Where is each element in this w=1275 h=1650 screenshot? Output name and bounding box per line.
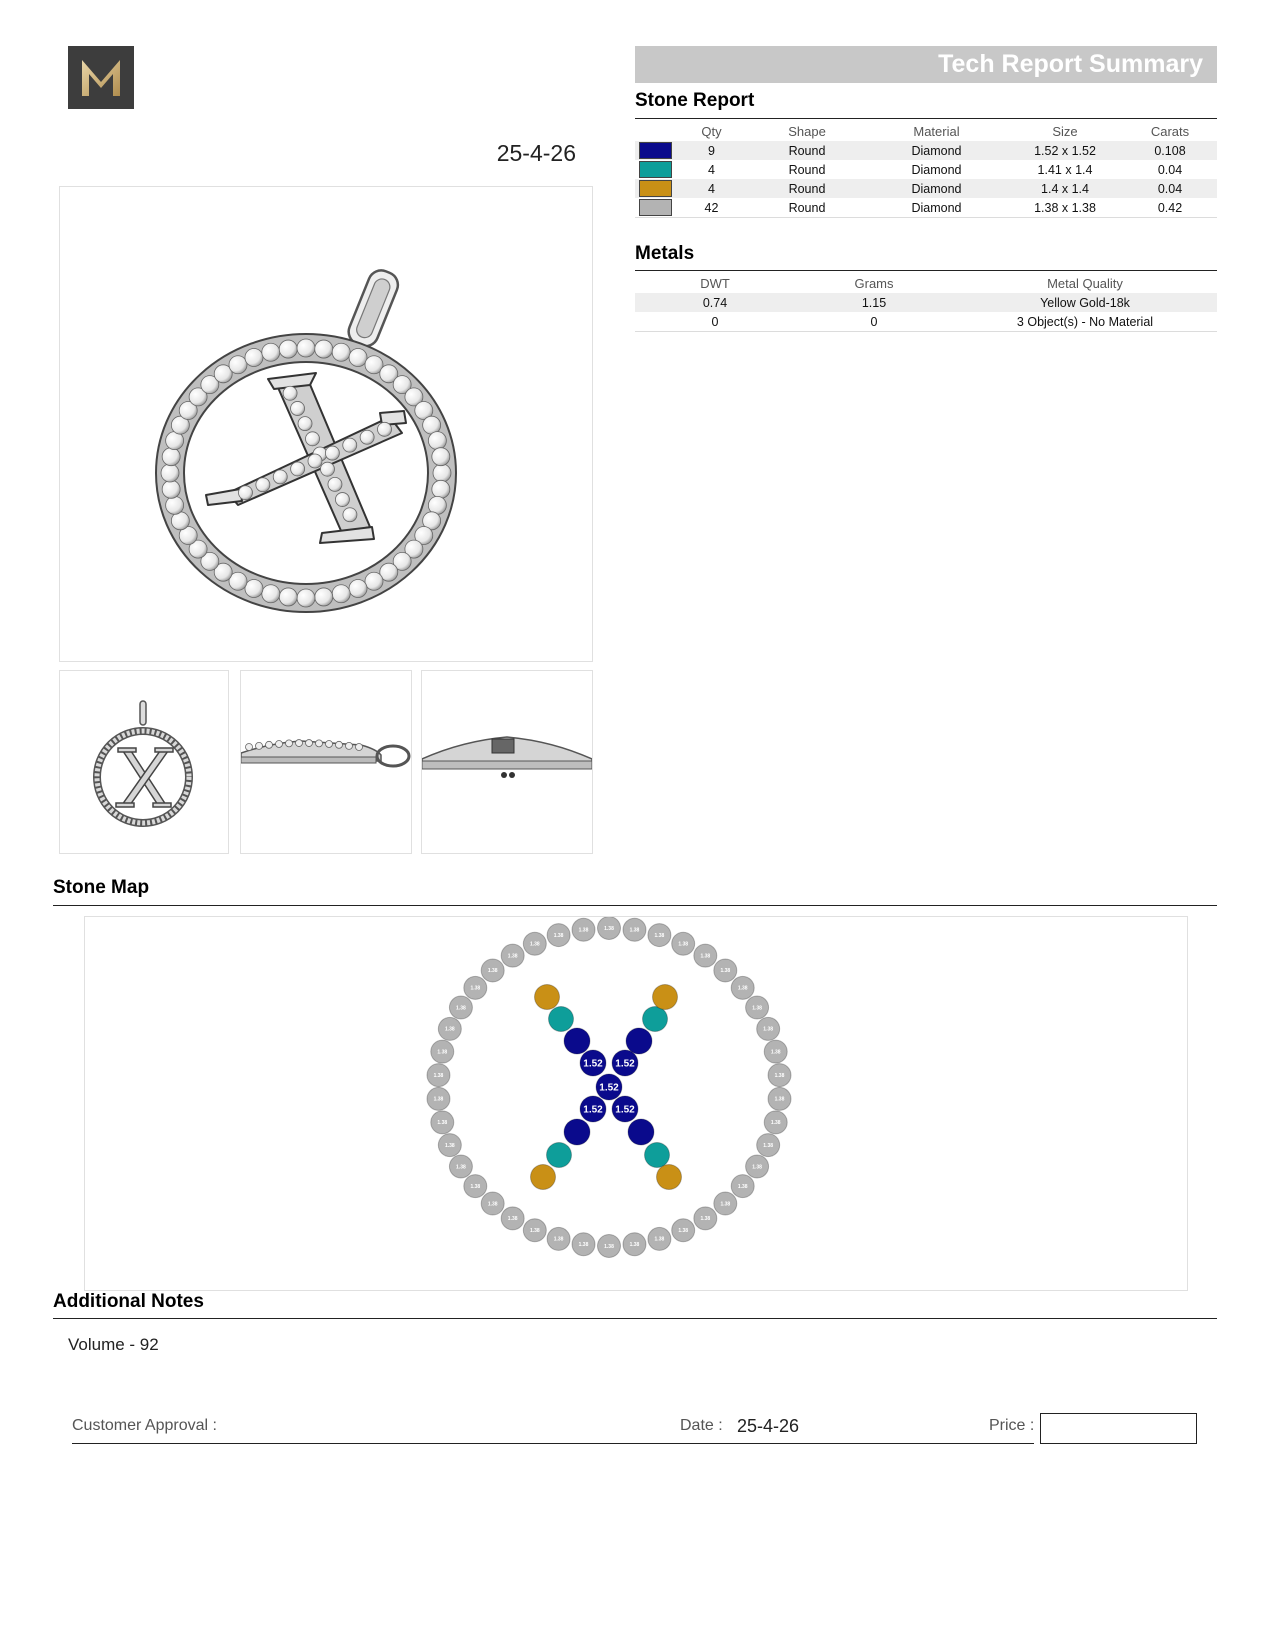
notes-text: Volume - 92 — [68, 1335, 159, 1354]
cell-dwt: 0 — [635, 312, 795, 332]
stone-label: 1.38 — [678, 941, 689, 948]
render-stone — [378, 422, 392, 436]
render-stone — [336, 741, 343, 748]
cell-material: Diamond — [911, 162, 962, 177]
stone-map-ring-stone — [731, 976, 754, 999]
stone-map-ring-stone — [714, 959, 737, 982]
stone-map-mid-stone — [547, 1143, 572, 1168]
table-row — [635, 179, 1217, 198]
render-stone — [432, 480, 450, 498]
stone-map-ring-stone — [757, 1134, 780, 1157]
stone-map-rule — [53, 905, 1217, 906]
cell-carats: 0.42 — [1123, 198, 1217, 218]
stone-map-ring-stone — [464, 1175, 487, 1198]
render-stone — [326, 740, 333, 747]
stone-map-tip-stone — [653, 985, 678, 1010]
stone-map-ring-stone — [768, 1087, 791, 1110]
table-row — [635, 293, 1217, 312]
stone-map-ring-stone — [623, 918, 646, 941]
render-stone — [320, 462, 334, 476]
document-id: 25-4-26 — [496, 140, 576, 166]
render-stone — [328, 477, 342, 491]
render-stone — [365, 572, 383, 590]
render-stone — [286, 740, 293, 747]
cell-shape: Round — [748, 179, 866, 198]
cell-dwt: 0.74 — [635, 293, 795, 312]
stone-map-ring-stone — [764, 1040, 787, 1063]
cell-size: 1.52 x 1.52 — [1007, 141, 1123, 160]
render-stone — [291, 401, 305, 415]
stone-label: 1.38 — [578, 927, 589, 934]
stone-map-ring-stone — [523, 1219, 546, 1242]
render-stone — [162, 480, 180, 498]
color-swatch — [639, 180, 672, 197]
cell-material: Diamond — [866, 179, 1007, 198]
stone-label: 1.38 — [654, 1236, 665, 1243]
render-stone — [332, 343, 350, 361]
report-title: Tech Report Summary — [938, 50, 1203, 78]
render-stone — [315, 340, 333, 358]
stone-label: 1.38 — [752, 1005, 762, 1012]
stone-map-ring-stone — [431, 1111, 454, 1134]
stone-map-ring-stone — [764, 1111, 787, 1134]
stone-map-ring-stone — [598, 1235, 621, 1258]
stone-label: 1.38 — [487, 1201, 498, 1208]
approval-rule — [72, 1443, 1034, 1444]
stone-map-view — [84, 916, 1188, 1291]
column-size: Size — [1052, 123, 1078, 139]
stone-map-ring-stone — [672, 1219, 695, 1242]
stone-map-center-stone — [580, 1096, 606, 1122]
render-stone — [283, 386, 297, 400]
stone-label: 1.38 — [437, 1120, 448, 1127]
stone-label: 1.38 — [678, 1228, 689, 1235]
render-stone — [161, 464, 179, 482]
stone-label: 1.38 — [700, 1216, 711, 1223]
stone-map-mid-stone — [645, 1143, 670, 1168]
stone-map-ring-stone — [427, 1064, 450, 1087]
render-stone — [245, 349, 263, 367]
cell-material: Diamond — [866, 198, 1007, 218]
render-stone — [428, 432, 446, 450]
stone-label: 1.38 — [456, 1164, 466, 1171]
stone-label: 1.38 — [774, 1072, 785, 1079]
stone-map-diagram — [85, 917, 1187, 1290]
stone-map-ring-stone — [648, 1227, 671, 1250]
render-stone — [297, 589, 315, 607]
cell-shape: Round — [748, 141, 866, 160]
stone-map-ring-stone — [746, 996, 769, 1019]
stone-label: 1.38 — [720, 968, 731, 975]
cell-carats: 0.04 — [1157, 162, 1183, 177]
stone-map-center-stone — [564, 1119, 590, 1145]
stone-map-center-stone — [626, 1028, 652, 1054]
render-stone — [349, 579, 367, 597]
stone-label: 1.38 — [578, 1241, 589, 1248]
stone-map-tip-stone — [531, 1165, 556, 1190]
stone-map-ring-stone — [757, 1017, 780, 1040]
column-metal-quality: Metal Quality — [1047, 275, 1123, 291]
color-swatch — [639, 142, 672, 159]
stone-label: 1.38 — [604, 925, 614, 932]
stone-map-ring-stone — [427, 1087, 450, 1110]
cell-grams: 0 — [795, 312, 953, 332]
customer-approval-label: Customer Approval : — [72, 1417, 217, 1434]
stone-label: 1.38 — [487, 968, 498, 975]
stone-report-table — [635, 121, 1217, 218]
stone-label: 1.38 — [470, 1183, 481, 1190]
stone-map-ring-stone — [572, 1233, 595, 1256]
side-view-thumbnail[interactable] — [240, 670, 412, 854]
stone-label: 1.38 — [774, 1096, 785, 1103]
render-stone — [246, 744, 253, 751]
stone-map-center-stone — [596, 1074, 622, 1100]
column-qty: Qty — [701, 123, 722, 139]
stone-map-ring-stone — [731, 1175, 754, 1198]
stone-label: 1.38 — [433, 1096, 444, 1103]
cell-qty: 42 — [675, 198, 748, 218]
stone-map-ring-stone — [547, 1227, 570, 1250]
stone-map-ring-stone — [481, 959, 504, 982]
main-render-view — [59, 186, 593, 662]
stone-label: 1.38 — [737, 1183, 748, 1190]
stone-report-rule — [635, 118, 1217, 119]
stone-map-ring-stone — [694, 944, 717, 967]
stone-map-title: Stone Map — [53, 877, 150, 898]
stone-label: 1.38 — [737, 985, 748, 992]
cell-size: 1.38 x 1.38 — [1007, 198, 1123, 218]
render-stone — [433, 464, 451, 482]
stone-map-ring-stone — [449, 996, 472, 1019]
stone-map-mid-stone — [549, 1007, 574, 1032]
stone-label: 1.52 — [615, 1058, 635, 1070]
stone-label: 1.38 — [529, 1228, 540, 1235]
render-stone — [279, 588, 297, 606]
cell-carats: 0.04 — [1123, 179, 1217, 198]
stone-label: 1.38 — [770, 1120, 781, 1127]
render-stone — [162, 448, 180, 466]
render-stone — [432, 448, 450, 466]
stone-map-ring-stone — [438, 1134, 461, 1157]
stone-label: 1.52 — [599, 1082, 619, 1094]
render-stone — [349, 349, 367, 367]
stone-map-tip-stone — [535, 985, 560, 1010]
cell-metal-quality: Yellow Gold-18k — [953, 293, 1217, 312]
render-stone — [360, 430, 374, 444]
pendant-render-image — [60, 187, 592, 661]
column-grams: Grams — [854, 275, 894, 291]
stone-label: 1.38 — [507, 953, 518, 960]
cell-grams: 1.15 — [795, 293, 953, 312]
additional-notes-rule — [53, 1318, 1217, 1319]
price-label: Price : — [989, 1417, 1035, 1434]
cell-carats: 0.108 — [1123, 141, 1217, 160]
stone-label: 1.38 — [433, 1072, 444, 1079]
column-shape: Shape — [788, 123, 826, 139]
company-logo — [68, 46, 134, 109]
render-stone — [306, 432, 320, 446]
render-stone — [316, 740, 323, 747]
front-view-thumbnail[interactable] — [59, 670, 229, 854]
cell-shape: Round — [748, 198, 866, 218]
stone-map-ring-stone — [501, 1207, 524, 1230]
stone-label: 1.38 — [752, 1164, 762, 1171]
render-stone — [291, 462, 305, 476]
stone-label: 1.38 — [553, 932, 564, 939]
stone-label: 1.38 — [444, 1026, 455, 1033]
metals-table — [635, 273, 1217, 332]
cell-qty: 9 — [675, 141, 748, 160]
price-field[interactable] — [1040, 1413, 1197, 1444]
top-view-thumbnail[interactable] — [421, 670, 593, 854]
cell-qty: 4 — [675, 179, 748, 198]
stone-map-ring-stone — [523, 932, 546, 955]
render-stone — [256, 742, 263, 749]
stone-label: 1.38 — [700, 953, 711, 960]
render-stone — [332, 585, 350, 603]
stone-map-ring-stone — [672, 932, 695, 955]
stone-label: 1.38 — [604, 1243, 614, 1250]
render-stone — [238, 486, 252, 500]
stone-map-ring-stone — [746, 1155, 769, 1178]
column-dwt: DWT — [700, 275, 730, 291]
stone-map-center-stone — [580, 1050, 606, 1076]
render-stone — [273, 470, 287, 484]
render-stone — [276, 740, 283, 747]
render-stone — [229, 356, 247, 374]
stone-map-ring-stone — [598, 917, 621, 940]
stone-map-ring-stone — [431, 1040, 454, 1063]
cell-material: Diamond — [866, 141, 1007, 160]
table-row — [635, 198, 1217, 218]
stone-label: 1.52 — [583, 1104, 603, 1116]
cell-metal-quality: 3 Object(s) - No Material — [953, 312, 1217, 332]
stone-map-ring-stone — [648, 924, 671, 947]
stone-label: 1.38 — [529, 941, 540, 948]
render-stone — [297, 339, 315, 357]
stone-map-ring-stone — [768, 1064, 791, 1087]
stone-map-ring-stone — [623, 1233, 646, 1256]
render-stone — [325, 446, 339, 460]
stone-label: 1.38 — [763, 1026, 774, 1033]
metals-rule — [635, 270, 1217, 271]
stone-map-center-stone — [628, 1119, 654, 1145]
date-label: Date : — [680, 1417, 723, 1434]
table-row — [635, 160, 1217, 179]
stone-map-ring-stone — [572, 918, 595, 941]
stone-label: 1.38 — [720, 1201, 731, 1208]
cell-size: 1.4 x 1.4 — [1007, 179, 1123, 198]
render-stone — [262, 343, 280, 361]
stone-map-ring-stone — [464, 976, 487, 999]
stone-map-ring-stone — [481, 1192, 504, 1215]
cell-shape: Round — [788, 162, 826, 177]
stone-map-ring-stone — [501, 944, 524, 967]
table-row — [635, 312, 1217, 332]
stone-map-center-stone — [564, 1028, 590, 1054]
table-row — [635, 141, 1217, 160]
color-swatch — [639, 199, 672, 216]
stone-map-ring-stone — [438, 1017, 461, 1040]
stone-label: 1.38 — [770, 1049, 781, 1056]
stone-map-mid-stone — [643, 1007, 668, 1032]
cell-size: 1.41 x 1.4 — [1037, 162, 1093, 177]
render-stone — [166, 496, 184, 514]
render-stone — [343, 508, 357, 522]
metals-title: Metals — [635, 243, 695, 264]
render-stone — [262, 585, 280, 603]
render-stone — [266, 741, 273, 748]
stone-label: 1.38 — [654, 932, 665, 939]
render-stone — [296, 740, 303, 747]
render-stone — [256, 478, 270, 492]
stone-map-center-stone — [612, 1096, 638, 1122]
render-stone — [335, 493, 349, 507]
render-stone — [308, 454, 322, 468]
render-stone — [315, 588, 333, 606]
render-stone — [346, 742, 353, 749]
report-banner — [635, 46, 1217, 83]
stone-label: 1.52 — [615, 1104, 635, 1116]
stone-label: 1.38 — [456, 1005, 466, 1012]
color-swatch — [639, 161, 672, 178]
stone-map-center-stone — [612, 1050, 638, 1076]
render-stone — [343, 438, 357, 452]
stone-label: 1.38 — [629, 927, 640, 934]
stone-label: 1.38 — [470, 985, 481, 992]
additional-notes-title: Additional Notes — [53, 1291, 204, 1312]
date-value: 25-4-26 — [737, 1416, 800, 1436]
stone-map-ring-stone — [547, 924, 570, 947]
stone-report-title: Stone Report — [635, 90, 755, 111]
render-stone — [279, 340, 297, 358]
column-material: Material — [913, 123, 960, 139]
render-stone — [298, 417, 312, 431]
stone-label: 1.38 — [507, 1216, 518, 1223]
stone-label: 1.38 — [763, 1142, 774, 1149]
column-color — [635, 121, 675, 141]
render-stone — [245, 579, 263, 597]
stone-map-tip-stone — [657, 1165, 682, 1190]
stone-map-ring-stone — [449, 1155, 472, 1178]
stone-label: 1.38 — [437, 1049, 448, 1056]
render-stone — [306, 740, 313, 747]
stone-label: 1.38 — [444, 1142, 455, 1149]
stone-label: 1.52 — [583, 1058, 603, 1070]
render-stone — [356, 744, 363, 751]
stone-map-ring-stone — [694, 1207, 717, 1230]
column-carats: Carats — [1150, 123, 1190, 139]
stone-label: 1.38 — [629, 1241, 640, 1248]
stone-label: 1.38 — [553, 1236, 564, 1243]
stone-map-ring-stone — [714, 1192, 737, 1215]
cell-qty: 4 — [708, 162, 715, 177]
